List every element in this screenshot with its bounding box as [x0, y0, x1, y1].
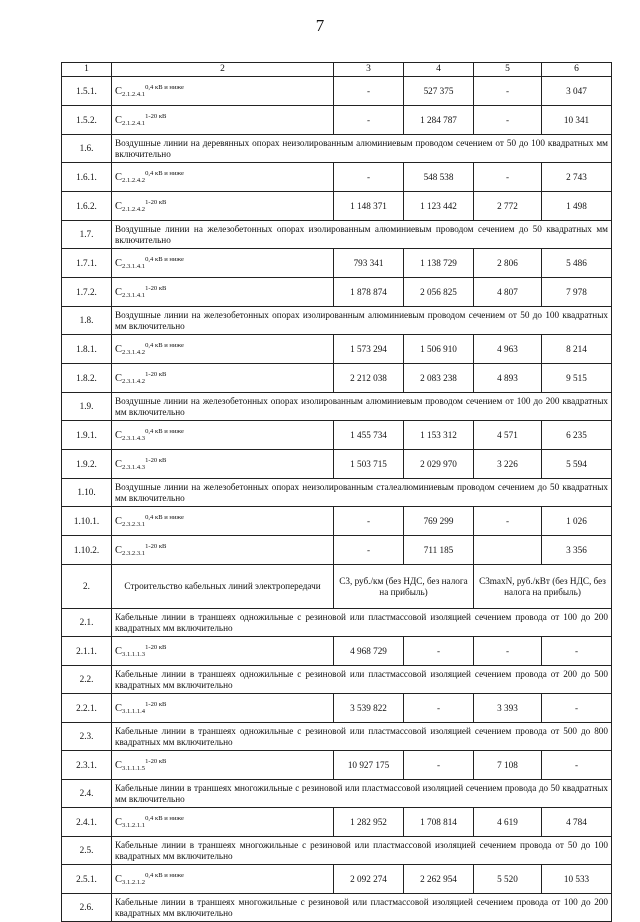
value-cell-c3: -: [334, 507, 404, 536]
code-index: 2.1.2.4.2: [122, 205, 146, 213]
unit-header-power: C3maxN, руб./кВт (без НДС, без налога на прибыль): [474, 565, 612, 609]
value-cell-c3: 2 212 038: [334, 364, 404, 393]
table-row: [62, 637, 612, 666]
table-row: [62, 77, 612, 106]
code-index: 2.3.1.4.1: [122, 291, 146, 299]
value-cell-c6: -: [542, 637, 612, 666]
code-letter: C: [115, 257, 123, 269]
voltage-class: 0,4 кВ и ниже: [145, 83, 184, 91]
value-cell-c4: 2 262 954: [404, 865, 474, 894]
value-cell-c5: -: [474, 163, 542, 192]
value-cell-c3: 1 878 874: [334, 278, 404, 307]
code-letter: C: [115, 873, 123, 885]
cost-code: [112, 364, 334, 393]
table-row: [62, 163, 612, 192]
cost-code: [112, 865, 334, 894]
section-description: Воздушные линии на железобетонных опорах изолированным алюминиевым проводом сечением до 50 квадратных мм включительно: [112, 221, 612, 249]
code-index: 2.3.1.4.2: [122, 348, 146, 356]
table-row: [62, 751, 612, 780]
value-cell-c3: -: [334, 536, 404, 565]
value-cell-c3: 3 539 822: [334, 694, 404, 723]
table-row: [62, 536, 612, 565]
column-number-cell: 4: [404, 63, 474, 77]
value-cell-c4: -: [404, 637, 474, 666]
cost-code: [112, 421, 334, 450]
section-description: Кабельные линии в траншеях одножильные с резиновой или пластмассовой изоляцией сечением провода от 100 до 200 квадратных мм включительно: [112, 609, 612, 637]
value-cell-c5: 4 963: [474, 335, 542, 364]
section-description: Воздушные линии на железобетонных опорах неизолированным сталеалюминиевым проводом сечением до 50 квадратных мм включительно: [112, 479, 612, 507]
value-cell-c4: 1 138 729: [404, 249, 474, 278]
value-cell-c6: 10 341: [542, 106, 612, 135]
value-cell-c5: 4 571: [474, 421, 542, 450]
row-number: 2.: [62, 565, 112, 609]
voltage-class: 0,4 кВ и ниже: [145, 814, 184, 822]
value-cell-c5: -: [474, 637, 542, 666]
value-cell-c3: -: [334, 77, 404, 106]
value-cell-c5: 7 108: [474, 751, 542, 780]
value-cell-c6: 9 515: [542, 364, 612, 393]
value-cell-c3: -: [334, 163, 404, 192]
code-letter: C: [115, 458, 123, 470]
cost-code: [112, 507, 334, 536]
voltage-class: 0,4 кВ и ниже: [145, 341, 184, 349]
code-letter: C: [115, 171, 123, 183]
column-number-cell: 2: [112, 63, 334, 77]
section-description: Кабельные линии в траншеях многожильные с резиновой или пластмассовой изоляцией сечением провода до 50 квадратных мм включительно: [112, 780, 612, 808]
code-index: 3.1.1.1.5: [122, 764, 146, 772]
cost-code: [112, 751, 334, 780]
row-number: 1.7.2.: [62, 278, 112, 307]
code-letter: C: [115, 816, 123, 828]
value-cell-c5: -: [474, 77, 542, 106]
row-number: 2.5.1.: [62, 865, 112, 894]
voltage-class: 0,4 кВ и ниже: [145, 427, 184, 435]
voltage-class: 1-20 кВ: [145, 542, 167, 550]
cost-code: [112, 450, 334, 479]
table-row: [62, 307, 612, 335]
table-row: [62, 335, 612, 364]
section-description: Воздушные линии на железобетонных опорах изолированным алюминиевым проводом сечением от 50 до 100 квадратных мм включительно: [112, 307, 612, 335]
code-index: 2.1.2.4.1: [122, 90, 146, 98]
value-cell-c6: 5 594: [542, 450, 612, 479]
cost-code: [112, 77, 334, 106]
value-cell-c3: 10 927 175: [334, 751, 404, 780]
code-letter: C: [115, 429, 123, 441]
row-number: 1.6.2.: [62, 192, 112, 221]
table-row: [62, 780, 612, 808]
value-cell-c6: 6 235: [542, 421, 612, 450]
cost-code: [112, 694, 334, 723]
page-number: 7: [315, 16, 325, 35]
table-row: [62, 666, 612, 694]
voltage-class: 0,4 кВ и ниже: [145, 513, 184, 521]
code-index: 3.1.1.1.3: [122, 650, 146, 658]
row-number: 2.3.: [62, 723, 112, 751]
row-number: 2.1.1.: [62, 637, 112, 666]
table-row: [62, 694, 612, 723]
section-description: Кабельные линии в траншеях многожильные с резиновой или пластмассовой изоляцией сечением провода от 100 до 200 квадратных мм включительно: [112, 894, 612, 922]
value-cell-c4: -: [404, 751, 474, 780]
value-cell-c6: 7 978: [542, 278, 612, 307]
value-cell-c3: 2 092 274: [334, 865, 404, 894]
value-cell-c4: 711 185: [404, 536, 474, 565]
column-number-row: [62, 63, 612, 77]
value-cell-c4: 1 123 442: [404, 192, 474, 221]
section-description: Воздушные линии на деревянных опорах неизолированным алюминиевым проводом сечением от 50 до 100 квадратных мм включительно: [112, 135, 612, 163]
table-row: [62, 135, 612, 163]
code-index: 2.3.1.4.3: [122, 434, 146, 442]
column-number-cell: 1: [62, 63, 112, 77]
code-index: 2.1.2.4.2: [122, 176, 146, 184]
cost-code: [112, 163, 334, 192]
table-row: [62, 364, 612, 393]
code-letter: C: [115, 372, 123, 384]
code-letter: C: [115, 515, 123, 527]
row-number: 2.3.1.: [62, 751, 112, 780]
row-number: 1.9.1.: [62, 421, 112, 450]
value-cell-c6: 4 784: [542, 808, 612, 837]
cost-code: [112, 808, 334, 837]
value-cell-c4: 1 708 814: [404, 808, 474, 837]
value-cell-c6: 10 533: [542, 865, 612, 894]
table-row: [62, 865, 612, 894]
value-cell-c3: -: [334, 106, 404, 135]
value-cell-c5: 4 619: [474, 808, 542, 837]
code-letter: C: [115, 343, 123, 355]
value-cell-c5: [474, 536, 542, 565]
value-cell-c5: 4 893: [474, 364, 542, 393]
code-letter: C: [115, 759, 123, 771]
table-row: [62, 278, 612, 307]
code-index: 2.1.2.4.1: [122, 119, 146, 127]
row-number: 1.9.2.: [62, 450, 112, 479]
code-index: 3.1.2.1.2: [122, 878, 146, 886]
row-number: 2.1.: [62, 609, 112, 637]
value-cell-c6: 1 498: [542, 192, 612, 221]
code-index: 3.1.2.1.1: [122, 821, 146, 829]
value-cell-c3: 1 148 371: [334, 192, 404, 221]
value-cell-c5: 4 807: [474, 278, 542, 307]
voltage-class: 1-20 кВ: [145, 370, 167, 378]
value-cell-c4: 1 284 787: [404, 106, 474, 135]
code-letter: C: [115, 200, 123, 212]
row-number: 1.5.2.: [62, 106, 112, 135]
value-cell-c4: -: [404, 694, 474, 723]
value-cell-c3: 1 573 294: [334, 335, 404, 364]
voltage-class: 0,4 кВ и ниже: [145, 169, 184, 177]
voltage-class: 1-20 кВ: [145, 456, 167, 464]
cost-code: [112, 106, 334, 135]
voltage-class: 0,4 кВ и ниже: [145, 255, 184, 263]
table-row: [62, 894, 612, 922]
value-cell-c3: 1 503 715: [334, 450, 404, 479]
row-number: 2.6.: [62, 894, 112, 922]
table-row: [62, 723, 612, 751]
tariff-table: [61, 62, 612, 922]
code-letter: C: [115, 702, 123, 714]
row-number: 1.6.: [62, 135, 112, 163]
row-number: 2.4.: [62, 780, 112, 808]
value-cell-c5: 5 520: [474, 865, 542, 894]
table-row: [62, 450, 612, 479]
cost-code: [112, 278, 334, 307]
value-cell-c6: 3 047: [542, 77, 612, 106]
section-description: Кабельные линии в траншеях одножильные с резиновой или пластмассовой изоляцией сечением провода от 200 до 500 квадратных мм включительно: [112, 666, 612, 694]
value-cell-c4: 2 056 825: [404, 278, 474, 307]
code-index: 2.3.1.4.3: [122, 463, 146, 471]
voltage-class: 1-20 кВ: [145, 643, 167, 651]
table-row: [62, 192, 612, 221]
value-cell-c6: -: [542, 751, 612, 780]
row-number: 1.10.2.: [62, 536, 112, 565]
value-cell-c5: 3 226: [474, 450, 542, 479]
code-index: 2.3.2.3.1: [122, 520, 146, 528]
value-cell-c4: 2 083 238: [404, 364, 474, 393]
section-description: Кабельные линии в траншеях многожильные с резиновой или пластмассовой изоляцией сечением провода от 50 до 100 квадратных мм включительно: [112, 837, 612, 865]
row-number: 1.8.2.: [62, 364, 112, 393]
code-index: 2.3.1.4.2: [122, 377, 146, 385]
value-cell-c4: 548 538: [404, 163, 474, 192]
code-letter: C: [115, 544, 123, 556]
value-cell-c4: 1 506 910: [404, 335, 474, 364]
value-cell-c3: 1 455 734: [334, 421, 404, 450]
cost-code: [112, 249, 334, 278]
section-description: Кабельные линии в траншеях одножильные с резиновой или пластмассовой изоляцией сечением провода от 500 до 800 квадратных мм включительно: [112, 723, 612, 751]
row-number: 2.2.1.: [62, 694, 112, 723]
section-heading: Строительство кабельных линий электропередачи: [112, 565, 334, 609]
voltage-class: 1-20 кВ: [145, 284, 167, 292]
table-row: [62, 837, 612, 865]
cost-code: [112, 536, 334, 565]
cost-code: [112, 637, 334, 666]
table-row: [62, 221, 612, 249]
table-row: [62, 609, 612, 637]
value-cell-c6: 2 743: [542, 163, 612, 192]
table-row: [62, 106, 612, 135]
row-number: 2.2.: [62, 666, 112, 694]
table-row: [62, 393, 612, 421]
value-cell-c6: 3 356: [542, 536, 612, 565]
row-number: 1.7.: [62, 221, 112, 249]
table-row: [62, 507, 612, 536]
row-number: 1.10.1.: [62, 507, 112, 536]
value-cell-c6: -: [542, 694, 612, 723]
code-letter: C: [115, 114, 123, 126]
voltage-class: 1-20 кВ: [145, 757, 167, 765]
row-number: 1.7.1.: [62, 249, 112, 278]
column-number-cell: 3: [334, 63, 404, 77]
value-cell-c5: 2 772: [474, 192, 542, 221]
cost-code: [112, 192, 334, 221]
table-row: [62, 249, 612, 278]
unit-header-length: C3, руб./км (без НДС, без налога на прибыль): [334, 565, 474, 609]
value-cell-c5: -: [474, 507, 542, 536]
column-number-cell: 6: [542, 63, 612, 77]
code-letter: C: [115, 286, 123, 298]
code-index: 3.1.1.1.4: [122, 707, 146, 715]
value-cell-c5: -: [474, 106, 542, 135]
column-number-cell: 5: [474, 63, 542, 77]
value-cell-c4: 1 153 312: [404, 421, 474, 450]
value-cell-c3: 4 968 729: [334, 637, 404, 666]
row-number: 1.8.1.: [62, 335, 112, 364]
section-description: Воздушные линии на железобетонных опорах изолированным алюминиевым проводом сечением от 100 до 200 квадратных мм включительно: [112, 393, 612, 421]
table-row: [62, 479, 612, 507]
row-number: 2.4.1.: [62, 808, 112, 837]
code-index: 2.3.1.4.1: [122, 262, 146, 270]
value-cell-c5: 2 806: [474, 249, 542, 278]
code-letter: C: [115, 645, 123, 657]
value-cell-c5: 3 393: [474, 694, 542, 723]
value-cell-c4: 527 375: [404, 77, 474, 106]
voltage-class: 1-20 кВ: [145, 700, 167, 708]
value-cell-c4: 769 299: [404, 507, 474, 536]
table-row: [62, 565, 612, 609]
value-cell-c3: 793 341: [334, 249, 404, 278]
code-letter: C: [115, 85, 123, 97]
row-number: 1.9.: [62, 393, 112, 421]
row-number: 1.5.1.: [62, 77, 112, 106]
table-row: [62, 421, 612, 450]
cost-code: [112, 335, 334, 364]
value-cell-c6: 8 214: [542, 335, 612, 364]
value-cell-c4: 2 029 970: [404, 450, 474, 479]
row-number: 1.10.: [62, 479, 112, 507]
row-number: 1.6.1.: [62, 163, 112, 192]
row-number: 1.8.: [62, 307, 112, 335]
value-cell-c6: 1 026: [542, 507, 612, 536]
value-cell-c3: 1 282 952: [334, 808, 404, 837]
voltage-class: 0,4 кВ и ниже: [145, 871, 184, 879]
row-number: 2.5.: [62, 837, 112, 865]
code-index: 2.3.2.3.1: [122, 549, 146, 557]
value-cell-c6: 5 486: [542, 249, 612, 278]
voltage-class: 1-20 кВ: [145, 112, 167, 120]
table-row: [62, 808, 612, 837]
voltage-class: 1-20 кВ: [145, 198, 167, 206]
